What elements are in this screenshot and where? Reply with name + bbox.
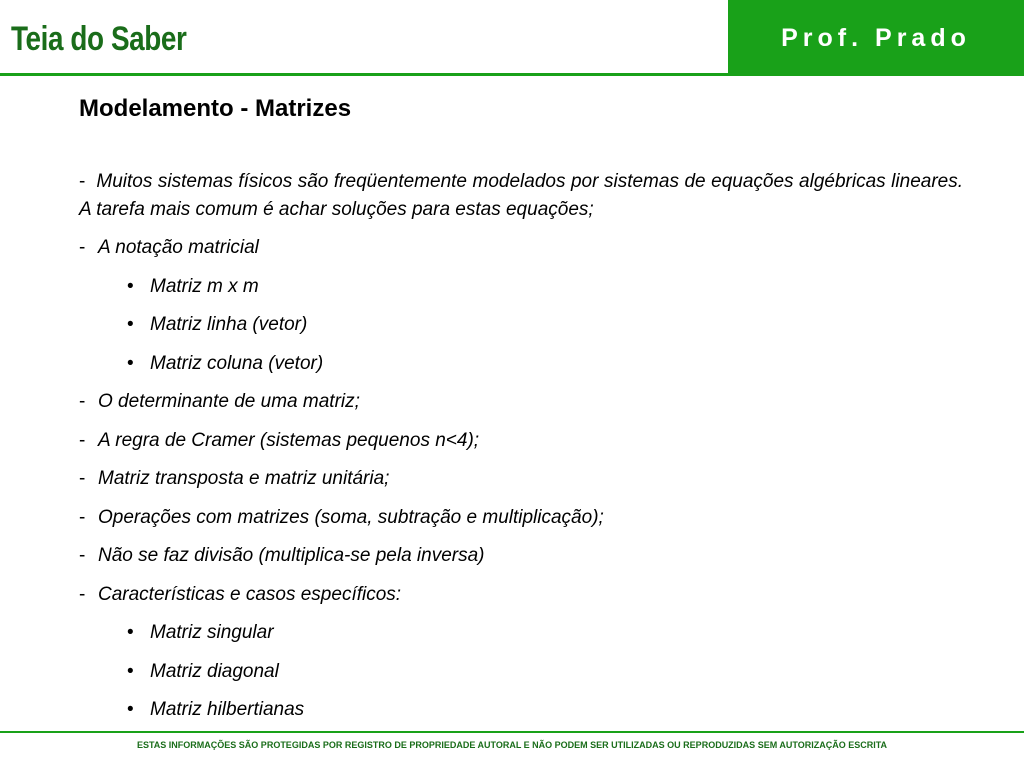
- header-divider: [0, 73, 728, 76]
- dash-marker: -: [79, 429, 86, 451]
- list-item: [79, 427, 963, 466]
- list-item-text: A regra de Cramer (sistemas pequenos n<4);: [98, 429, 480, 451]
- bullet-marker: •: [127, 352, 134, 374]
- intro-text: Muitos sistemas físicos são freqüentemente modelados por sistemas de equações algébricas lineares. A tarefa mais comum é achar soluções para estas equações;: [79, 171, 964, 220]
- dash-marker: -: [79, 583, 86, 605]
- list-item-text: Características e casos específicos:: [98, 583, 402, 605]
- list-item-text: A notação matricial: [98, 237, 259, 258]
- copyright-notice: ESTAS INFORMAÇÕES SÃO PROTEGIDAS POR REGISTRO DE PROPRIEDADE AUTORAL E NÃO PODEM SER UTILIZADAS OU REPRODUZIDAS SEM AUTORIZAÇÃO ESCRITA: [136, 740, 888, 750]
- dash-marker: -: [79, 545, 86, 566]
- list-item-text: Não se faz divisão (multiplica-se pela inversa): [98, 545, 485, 566]
- list-item-text: Matriz transposta e matriz unitária;: [98, 468, 390, 489]
- author-banner: [728, 0, 1024, 76]
- dash-marker: -: [79, 237, 86, 258]
- bullet-marker: •: [127, 622, 134, 643]
- footer-divider: [0, 731, 1024, 733]
- list-item: [79, 465, 963, 504]
- bullet-marker: •: [127, 699, 134, 720]
- list-item: [79, 542, 963, 581]
- intro-paragraph: [79, 168, 963, 224]
- topic-list: [79, 234, 963, 735]
- dash-marker: -: [79, 391, 86, 412]
- dash-marker: -: [79, 171, 97, 192]
- list-item-text: Matriz singular: [150, 622, 274, 643]
- brand-title: Teia do Saber: [11, 20, 187, 58]
- list-item-text: Matriz diagonal: [150, 660, 279, 682]
- dash-marker: -: [79, 468, 86, 489]
- sub-list-item: [79, 273, 963, 312]
- author-label: Prof. Prado: [781, 24, 971, 52]
- slide-title: Modelamento - Matrizes: [79, 95, 352, 122]
- sub-list-item: [79, 696, 963, 735]
- list-item-text: Matriz m x m: [150, 275, 259, 297]
- bullet-marker: •: [127, 314, 134, 335]
- list-item: [79, 234, 963, 273]
- list-item-text: O determinante de uma matriz;: [98, 391, 360, 412]
- list-item: [79, 504, 963, 543]
- sub-list-item: [79, 350, 963, 389]
- list-item-text: Matriz hilbertianas: [150, 699, 305, 720]
- sub-list-item: [79, 311, 963, 350]
- list-item-text: Matriz coluna (vetor): [150, 352, 324, 374]
- dash-marker: -: [79, 506, 86, 528]
- list-item: [79, 388, 963, 427]
- sub-list-item: [79, 658, 963, 697]
- bullet-marker: •: [127, 660, 134, 682]
- slide-header: [0, 0, 1024, 76]
- list-item-text: Operações com matrizes (soma, subtração e multiplicação);: [98, 506, 604, 528]
- bullet-marker: •: [127, 275, 134, 297]
- list-item: [79, 581, 963, 620]
- sub-list-item: [79, 619, 963, 658]
- list-item-text: Matriz linha (vetor): [150, 314, 308, 335]
- slide-content: [79, 168, 963, 735]
